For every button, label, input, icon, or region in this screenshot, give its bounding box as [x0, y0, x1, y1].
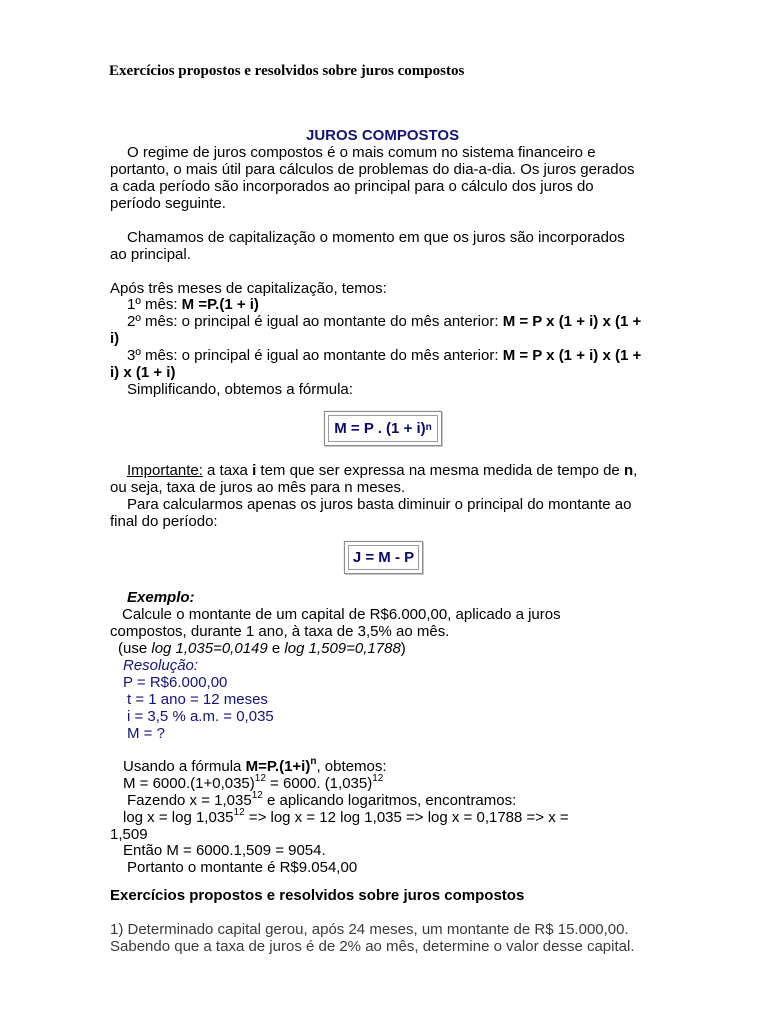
month-1-formula: M =P.(1 + i): [181, 296, 259, 313]
capitalization-line: Chamamos de capitalização o momento em que os juros são incorporados: [127, 229, 625, 246]
month-3-text: 3º mês: o principal é igual ao montante do mês anterior:: [127, 347, 503, 364]
solution-using: Usando a fórmula $M=P.(1+i)^n$, obtemos:: [123, 756, 387, 775]
formula-juros: J = M - P: [348, 545, 419, 570]
solution-calc: $M = 6000.(1+0,035)^{12} = 6000$. $(1,035)^{12}$: [123, 773, 384, 792]
month-3-formula: M = P x (1 + i) x (1 +: [502, 347, 642, 364]
solution-then: Então M = 6000.1,509 = 9054.: [123, 842, 326, 859]
intro-line: a cada período são incorporados ao principal para o cálculo dos juros do: [110, 178, 594, 195]
document-title: Exercícios propostos e resolvidos sobre juros compostos: [109, 63, 465, 79]
example-title: Exemplo:: [127, 589, 195, 606]
solution-therefore: Portanto o montante é R$9.054,00: [127, 859, 358, 876]
month-1: [127, 296, 259, 313]
resolution-label: Resolução:: [123, 657, 199, 674]
example-line: compostos, durante 1 ano, à taxa de 3,5% ao mês.: [110, 623, 450, 640]
months-heading: Após três meses de capitalização, temos:: [110, 280, 387, 297]
formula-montante: M = P . (1 + i) $^n$: [328, 415, 438, 442]
intro-line: período seguinte.: [110, 195, 226, 212]
important-label: Importante:: [127, 462, 203, 479]
month-2-text: 2º mês: o principal é igual ao montante do mês anterior:: [127, 313, 503, 330]
formula-box-montante: [324, 411, 442, 446]
month-3: [127, 347, 641, 364]
important-line: final do período:: [110, 513, 218, 530]
month-3-formula-cont: i) x (1 + i): [110, 364, 176, 381]
month-1-label: 1º mês:: [127, 296, 182, 313]
intro-line: portanto, o mais útil para cálculos de problemas do dia-a-dia. Os juros gerados: [110, 161, 635, 178]
important-line: Importante: a taxa i tem que ser expressa na mesma medida de tempo de n,: [127, 462, 638, 479]
capitalization-line: ao principal.: [110, 246, 191, 263]
solution-doing: Fazendo $x = 1,035^{12}$ e aplicando logaritmos, encontramos:: [127, 790, 517, 809]
exercise-1-line: Sabendo que a taxa de juros é de 2% ao mês, determine o valor desse capital.: [110, 938, 635, 955]
example-hint: (use log 1,035=0,0149 e log 1,509=0,1788): [118, 640, 406, 657]
resolution-i: i = 3,5 % a.m. = 0,035: [127, 708, 274, 725]
important-line: ou seja, taxa de juros ao mês para n meses.: [110, 479, 406, 496]
resolution-p: P = R$6.000,00: [123, 674, 228, 691]
example-line: Calcule o montante de um capital de R$6.000,00, aplicado a juros: [122, 606, 561, 623]
simplify-text: Simplificando, obtemos a fórmula:: [127, 381, 353, 398]
exercise-1-line: 1) Determinado capital gerou, após 24 meses, um montante de R$ 15.000,00.: [110, 921, 629, 938]
solution-log: $\log x = \log 1,035^{12} => \log x = 12$ log 1,035 => log x = 0,1788 => x =: [123, 807, 569, 826]
month-2: [127, 313, 641, 330]
important-line: Para calcularmos apenas os juros basta diminuir o principal do montante ao: [127, 496, 632, 513]
exercises-title: Exercícios propostos e resolvidos sobre juros compostos: [110, 887, 525, 904]
month-2-formula: M = P x (1 + i) x (1 +: [502, 313, 642, 330]
intro-line: O regime de juros compostos é o mais comum no sistema financeiro e: [127, 144, 596, 161]
solution-log-result: 1,509: [110, 826, 148, 843]
resolution-m: M = ?: [127, 725, 165, 742]
section-title: JUROS COMPOSTOS: [306, 127, 460, 144]
month-2-formula-cont: i): [110, 330, 120, 347]
resolution-t: t = 1 ano = 12 meses: [127, 691, 268, 708]
formula-box-juros: [344, 541, 423, 574]
